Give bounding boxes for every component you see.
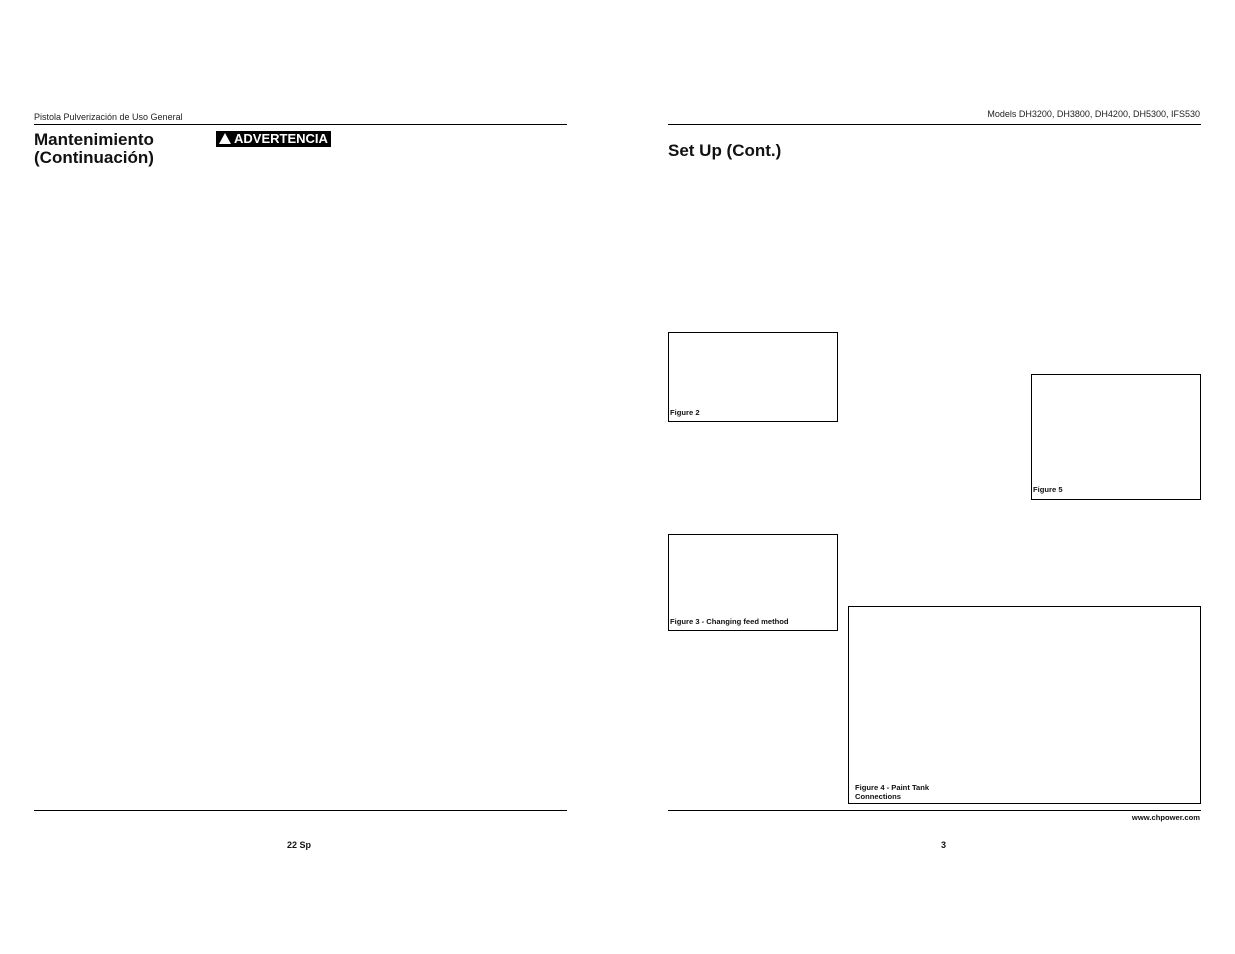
figure-5 — [1031, 374, 1201, 500]
right-footer-rule — [668, 810, 1201, 811]
right-header-rule — [668, 124, 1201, 125]
left-column-2 — [216, 131, 386, 147]
warning-badge-1: ADVERTENCIA — [216, 131, 331, 147]
warning-triangle-icon — [219, 133, 231, 144]
figure-4 — [848, 606, 1201, 804]
figure-2-caption: Figure 2 — [670, 408, 700, 418]
left-running-head: Pistola Pulverización de Uso General — [34, 112, 183, 122]
figure-3 — [668, 534, 838, 631]
footer-url[interactable]: www.chpower.com — [1131, 813, 1200, 822]
left-header-rule — [34, 124, 567, 125]
left-footer-rule — [34, 810, 567, 811]
figure-2 — [668, 332, 838, 422]
right-page-title: Set Up (Cont.) — [668, 141, 782, 160]
left-page-number: 22 Sp — [287, 840, 312, 850]
figure-4-caption: Figure 4 - Paint Tank Connections — [855, 782, 930, 801]
figure-5-caption: Figure 5 — [1033, 485, 1063, 495]
figure-3-caption: Figure 3 - Changing feed method — [670, 617, 789, 627]
right-page-number: 3 — [941, 840, 947, 850]
left-page-title: Mantenimiento (Continuación) — [34, 130, 154, 167]
right-running-head: Models DH3200, DH3800, DH4200, DH5300, IFS530 — [987, 109, 1200, 119]
